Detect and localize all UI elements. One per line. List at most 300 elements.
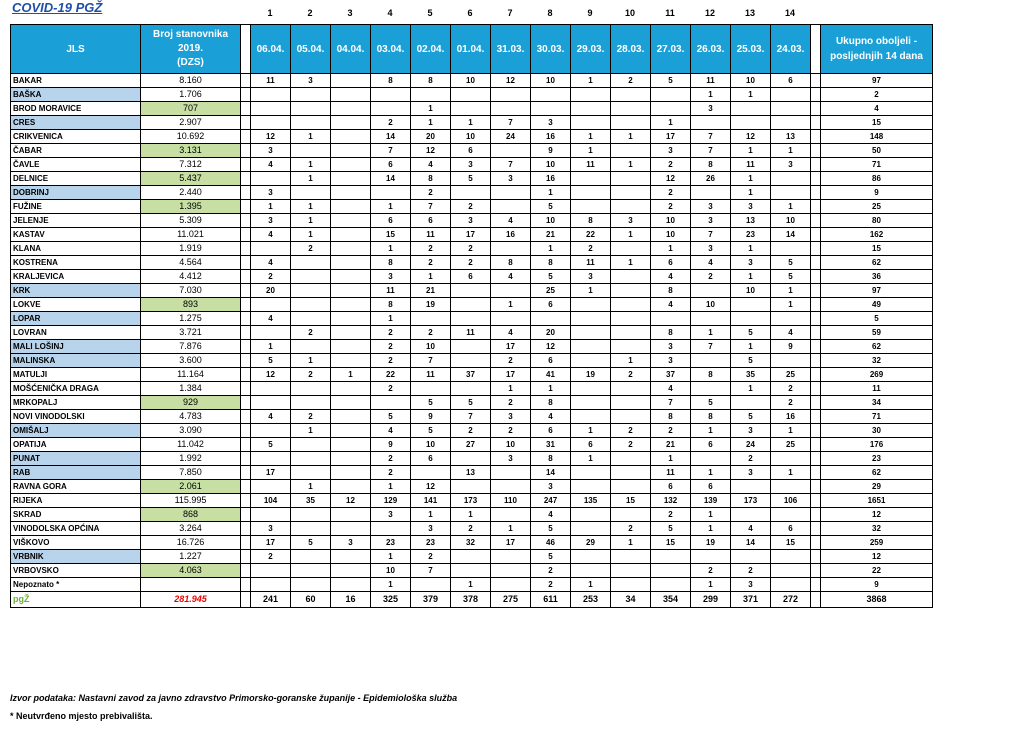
daily-cases-cell: 12 [531, 340, 571, 354]
spacer-cell [241, 480, 251, 494]
daily-total-cell: 34 [611, 592, 651, 608]
daily-cases-cell: 5 [451, 172, 491, 186]
municipality-name: LOPAR [11, 312, 141, 326]
column-number: 10 [624, 8, 635, 18]
daily-cases-cell [331, 158, 371, 172]
municipality-name: RAVNA GORA [11, 480, 141, 494]
daily-cases-cell [571, 396, 611, 410]
total-cases-cell: 62 [821, 466, 933, 480]
spacer-cell [241, 88, 251, 102]
footnote: * Neutvrđeno mjesto prebivališta. [10, 711, 153, 721]
daily-cases-cell: 37 [651, 368, 691, 382]
daily-cases-cell: 1 [371, 578, 411, 592]
daily-cases-cell: 17 [651, 130, 691, 144]
total-cases-cell: 32 [821, 354, 933, 368]
column-number: 3 [347, 8, 353, 18]
header-population [141, 25, 241, 74]
daily-cases-cell [331, 396, 371, 410]
daily-cases-cell: 11 [411, 228, 451, 242]
daily-cases-cell: 4 [251, 228, 291, 242]
spacer-cell [811, 522, 821, 536]
source-note: Izvor podataka: Nastavni zavod za javno zdravstvo Primorsko-goranske županije - Epidemiološka služba [10, 693, 458, 703]
daily-cases-cell [611, 312, 651, 326]
table-row [11, 480, 933, 494]
daily-cases-cell: 15 [371, 228, 411, 242]
daily-cases-cell: 1 [571, 578, 611, 592]
total-cases-cell: 269 [821, 368, 933, 382]
total-cases-cell: 148 [821, 130, 933, 144]
daily-cases-cell: 4 [531, 410, 571, 424]
header-date: 05.04. [291, 25, 331, 74]
daily-cases-cell: 1 [731, 270, 771, 284]
daily-cases-cell: 2 [411, 186, 451, 200]
daily-cases-cell [331, 382, 371, 396]
daily-cases-cell: 1 [771, 424, 811, 438]
municipality-name: OMIŠALJ [11, 424, 141, 438]
daily-cases-cell [291, 578, 331, 592]
daily-cases-cell [611, 340, 651, 354]
daily-cases-cell [491, 200, 531, 214]
spacer-cell [241, 592, 251, 608]
daily-cases-cell: 1 [291, 424, 331, 438]
daily-cases-cell: 27 [451, 438, 491, 452]
header-total-line2: posljednjih 14 dana [830, 51, 923, 62]
table-row [11, 508, 933, 522]
daily-total-cell: 241 [251, 592, 291, 608]
daily-cases-cell: 7 [691, 130, 731, 144]
daily-cases-cell [731, 508, 771, 522]
daily-cases-cell: 23 [731, 228, 771, 242]
daily-cases-cell: 1 [691, 578, 731, 592]
table-row [11, 522, 933, 536]
spacer-cell [811, 452, 821, 466]
daily-cases-cell [251, 242, 291, 256]
daily-cases-cell: 4 [491, 270, 531, 284]
population-cell: 7.030 [141, 284, 241, 298]
header-date: 26.03. [691, 25, 731, 74]
daily-cases-cell [571, 354, 611, 368]
daily-cases-cell: 3 [731, 466, 771, 480]
daily-cases-cell [531, 312, 571, 326]
daily-cases-cell: 1 [771, 200, 811, 214]
daily-cases-cell: 6 [531, 298, 571, 312]
daily-cases-cell: 173 [451, 494, 491, 508]
daily-cases-cell: 22 [571, 228, 611, 242]
daily-cases-cell: 29 [571, 536, 611, 550]
daily-cases-cell: 3 [331, 536, 371, 550]
total-cases-cell: 97 [821, 74, 933, 88]
daily-cases-cell: 7 [691, 340, 731, 354]
spacer-cell [241, 74, 251, 88]
spacer-cell [811, 284, 821, 298]
spacer-cell [241, 438, 251, 452]
daily-cases-cell [331, 144, 371, 158]
daily-cases-cell: 1 [731, 144, 771, 158]
daily-cases-cell: 8 [651, 326, 691, 340]
daily-cases-cell: 2 [451, 424, 491, 438]
spacer-cell [241, 200, 251, 214]
daily-cases-cell: 2 [491, 354, 531, 368]
spacer-cell [241, 494, 251, 508]
daily-cases-cell: 1 [411, 116, 451, 130]
daily-cases-cell: 35 [291, 494, 331, 508]
daily-cases-cell [691, 186, 731, 200]
spacer-cell [811, 242, 821, 256]
municipality-name: LOKVE [11, 298, 141, 312]
daily-cases-cell: 32 [451, 536, 491, 550]
daily-cases-cell [691, 116, 731, 130]
daily-cases-cell: 21 [651, 438, 691, 452]
daily-cases-cell: 10 [651, 214, 691, 228]
total-cases-cell: 49 [821, 298, 933, 312]
daily-cases-cell [731, 396, 771, 410]
daily-cases-cell [251, 382, 291, 396]
daily-cases-cell: 25 [771, 438, 811, 452]
spacer-cell [811, 396, 821, 410]
daily-cases-cell [571, 88, 611, 102]
header-date: 25.03. [731, 25, 771, 74]
daily-cases-cell [571, 480, 611, 494]
daily-cases-cell [451, 102, 491, 116]
daily-cases-cell: 26 [691, 172, 731, 186]
daily-cases-cell: 2 [451, 200, 491, 214]
spacer-cell [811, 326, 821, 340]
daily-cases-cell [771, 186, 811, 200]
table-row [11, 228, 933, 242]
daily-cases-cell: 5 [771, 256, 811, 270]
daily-cases-cell: 1 [451, 508, 491, 522]
total-cases-cell: 9 [821, 186, 933, 200]
daily-cases-cell [411, 578, 451, 592]
spacer-cell [811, 480, 821, 494]
daily-cases-cell [771, 242, 811, 256]
daily-cases-cell: 1 [571, 74, 611, 88]
daily-cases-cell: 1 [531, 382, 571, 396]
daily-cases-cell [451, 354, 491, 368]
table-row [11, 172, 933, 186]
daily-cases-cell: 1 [291, 158, 331, 172]
daily-cases-cell: 17 [251, 536, 291, 550]
daily-cases-cell: 2 [371, 466, 411, 480]
daily-cases-cell: 5 [251, 354, 291, 368]
daily-cases-cell: 12 [491, 74, 531, 88]
daily-cases-cell: 14 [371, 130, 411, 144]
population-cell [141, 578, 241, 592]
daily-cases-cell [771, 116, 811, 130]
table-row [11, 144, 933, 158]
daily-cases-cell: 4 [411, 158, 451, 172]
daily-cases-cell: 2 [451, 522, 491, 536]
daily-cases-cell: 5 [731, 354, 771, 368]
daily-cases-cell [611, 200, 651, 214]
table-row [11, 116, 933, 130]
column-number: 2 [307, 8, 313, 18]
daily-cases-cell: 19 [411, 298, 451, 312]
spacer-cell [811, 116, 821, 130]
daily-cases-cell: 6 [771, 522, 811, 536]
daily-cases-cell: 5 [531, 200, 571, 214]
daily-cases-cell: 16 [531, 130, 571, 144]
municipality-name: MRKOPALJ [11, 396, 141, 410]
daily-cases-cell: 7 [691, 144, 731, 158]
spacer-cell [811, 508, 821, 522]
daily-cases-cell [611, 172, 651, 186]
daily-cases-cell [491, 578, 531, 592]
daily-cases-cell: 2 [771, 382, 811, 396]
daily-cases-cell: 16 [491, 228, 531, 242]
total-cases-cell: 1651 [821, 494, 933, 508]
daily-cases-cell: 11 [371, 284, 411, 298]
table-row [11, 466, 933, 480]
daily-cases-cell [291, 256, 331, 270]
daily-cases-cell [491, 550, 531, 564]
daily-cases-cell: 3 [771, 158, 811, 172]
daily-cases-cell [331, 312, 371, 326]
population-cell: 11.042 [141, 438, 241, 452]
daily-cases-cell [371, 88, 411, 102]
daily-cases-cell: 4 [731, 522, 771, 536]
table-row [11, 368, 933, 382]
table-row [11, 214, 933, 228]
daily-cases-cell: 6 [571, 438, 611, 452]
daily-cases-cell: 8 [571, 214, 611, 228]
daily-cases-cell: 10 [691, 298, 731, 312]
daily-cases-cell: 10 [531, 74, 571, 88]
daily-cases-cell: 12 [731, 130, 771, 144]
daily-cases-cell [451, 382, 491, 396]
daily-cases-cell: 7 [411, 200, 451, 214]
daily-cases-cell: 2 [731, 452, 771, 466]
pgz-logo: pgŽ [11, 592, 141, 608]
daily-cases-cell [331, 578, 371, 592]
daily-cases-cell [491, 242, 531, 256]
daily-cases-cell [651, 88, 691, 102]
daily-cases-cell [291, 284, 331, 298]
daily-cases-cell: 12 [251, 368, 291, 382]
header-total [821, 25, 933, 74]
header-total-line1: Ukupno oboljeli - [835, 36, 918, 47]
daily-cases-cell: 129 [371, 494, 411, 508]
spacer-cell [811, 158, 821, 172]
daily-cases-cell [291, 88, 331, 102]
spacer-cell [241, 284, 251, 298]
daily-cases-cell: 11 [691, 74, 731, 88]
table-row [11, 452, 933, 466]
daily-cases-cell [611, 116, 651, 130]
population-cell: 10.692 [141, 130, 241, 144]
table-row [11, 410, 933, 424]
spacer-cell [811, 494, 821, 508]
daily-cases-cell [331, 200, 371, 214]
daily-total-cell: 275 [491, 592, 531, 608]
population-cell: 7.850 [141, 466, 241, 480]
daily-cases-cell [611, 452, 651, 466]
population-cell: 929 [141, 396, 241, 410]
daily-cases-cell [731, 116, 771, 130]
table-row [11, 298, 933, 312]
daily-cases-cell: 5 [651, 74, 691, 88]
daily-cases-cell: 1 [691, 326, 731, 340]
daily-cases-cell [611, 102, 651, 116]
daily-cases-cell: 1 [611, 256, 651, 270]
total-cases-cell: 29 [821, 480, 933, 494]
daily-cases-cell: 17 [491, 536, 531, 550]
population-cell: 11.164 [141, 368, 241, 382]
header-date: 27.03. [651, 25, 691, 74]
spacer-cell [811, 592, 821, 608]
daily-cases-cell: 1 [291, 228, 331, 242]
daily-cases-cell: 23 [371, 536, 411, 550]
daily-cases-cell: 14 [731, 536, 771, 550]
municipality-name: OPATIJA [11, 438, 141, 452]
daily-cases-cell: 1 [331, 368, 371, 382]
table-row [11, 354, 933, 368]
daily-cases-cell [691, 452, 731, 466]
total-cases-cell: 5 [821, 312, 933, 326]
daily-cases-cell: 20 [411, 130, 451, 144]
spacer-cell [811, 536, 821, 550]
daily-cases-cell [771, 102, 811, 116]
daily-cases-cell [251, 578, 291, 592]
daily-cases-cell: 4 [251, 158, 291, 172]
population-cell: 5.309 [141, 214, 241, 228]
spacer-cell [241, 270, 251, 284]
daily-cases-cell: 2 [651, 200, 691, 214]
table-row [11, 270, 933, 284]
spacer-cell [811, 144, 821, 158]
daily-cases-cell: 17 [251, 466, 291, 480]
spacer-cell [811, 186, 821, 200]
population-cell: 3.600 [141, 354, 241, 368]
daily-cases-cell [451, 312, 491, 326]
daily-cases-cell [291, 312, 331, 326]
daily-cases-cell: 8 [691, 410, 731, 424]
header-spacer [811, 25, 821, 74]
daily-cases-cell [331, 340, 371, 354]
daily-cases-cell: 10 [731, 74, 771, 88]
daily-cases-cell: 141 [411, 494, 451, 508]
daily-cases-cell: 247 [531, 494, 571, 508]
daily-cases-cell [291, 340, 331, 354]
daily-cases-cell [611, 410, 651, 424]
spacer-cell [811, 438, 821, 452]
daily-cases-cell: 1 [771, 144, 811, 158]
daily-cases-cell [571, 172, 611, 186]
daily-cases-cell [531, 102, 571, 116]
daily-cases-cell [771, 550, 811, 564]
daily-cases-cell: 3 [611, 214, 651, 228]
daily-cases-cell: 1 [691, 466, 731, 480]
daily-cases-cell: 3 [531, 116, 571, 130]
daily-cases-cell: 12 [331, 494, 371, 508]
municipality-name: MOŠĆENIČKA DRAGA [11, 382, 141, 396]
total-cases-cell: 15 [821, 116, 933, 130]
daily-cases-cell [451, 340, 491, 354]
daily-cases-cell [251, 116, 291, 130]
spacer-cell [811, 382, 821, 396]
table-row [11, 424, 933, 438]
daily-cases-cell: 22 [371, 368, 411, 382]
municipality-name: PUNAT [11, 452, 141, 466]
daily-cases-cell [331, 74, 371, 88]
daily-cases-cell: 1 [611, 228, 651, 242]
table-row [11, 312, 933, 326]
daily-total-cell: 325 [371, 592, 411, 608]
daily-cases-cell: 110 [491, 494, 531, 508]
daily-cases-cell [251, 564, 291, 578]
daily-cases-cell: 3 [491, 452, 531, 466]
daily-cases-cell: 3 [651, 340, 691, 354]
column-number: 9 [587, 8, 593, 18]
population-cell: 11.021 [141, 228, 241, 242]
daily-cases-cell: 1 [411, 270, 451, 284]
daily-cases-cell [571, 564, 611, 578]
daily-cases-cell: 6 [651, 256, 691, 270]
daily-cases-cell: 5 [531, 550, 571, 564]
total-cases-cell: 12 [821, 550, 933, 564]
daily-cases-cell: 2 [251, 550, 291, 564]
total-cases-cell: 80 [821, 214, 933, 228]
population-cell: 5.437 [141, 172, 241, 186]
daily-cases-cell [451, 284, 491, 298]
total-cases-cell: 22 [821, 564, 933, 578]
spacer-cell [241, 368, 251, 382]
daily-cases-cell: 1 [251, 200, 291, 214]
daily-cases-cell: 4 [651, 270, 691, 284]
municipality-name: MALINSKA [11, 354, 141, 368]
daily-cases-cell [491, 284, 531, 298]
daily-cases-cell: 2 [531, 578, 571, 592]
column-number: 14 [784, 8, 795, 18]
municipality-name: Nepoznato * [11, 578, 141, 592]
daily-cases-cell: 3 [731, 256, 771, 270]
daily-cases-cell: 6 [691, 438, 731, 452]
daily-cases-cell: 2 [411, 550, 451, 564]
daily-cases-cell [691, 312, 731, 326]
daily-cases-cell: 8 [531, 256, 571, 270]
daily-cases-cell [251, 172, 291, 186]
daily-cases-cell: 3 [651, 144, 691, 158]
daily-cases-cell [771, 564, 811, 578]
column-number: 7 [507, 8, 513, 18]
population-cell: 2.440 [141, 186, 241, 200]
daily-cases-cell: 2 [491, 396, 531, 410]
daily-cases-cell: 11 [651, 466, 691, 480]
daily-cases-cell: 11 [451, 326, 491, 340]
total-cases-cell: 25 [821, 200, 933, 214]
daily-cases-cell: 2 [611, 438, 651, 452]
daily-cases-cell [611, 508, 651, 522]
total-cases-cell: 32 [821, 522, 933, 536]
daily-cases-cell [371, 522, 411, 536]
daily-cases-cell: 4 [491, 326, 531, 340]
spacer-cell [241, 158, 251, 172]
daily-cases-cell: 3 [531, 480, 571, 494]
daily-cases-cell: 11 [731, 158, 771, 172]
table-row [11, 438, 933, 452]
daily-cases-cell [771, 312, 811, 326]
municipality-name: MATULJI [11, 368, 141, 382]
daily-cases-cell: 37 [451, 368, 491, 382]
daily-cases-cell: 21 [411, 284, 451, 298]
daily-cases-cell: 1 [731, 242, 771, 256]
daily-cases-cell: 2 [531, 564, 571, 578]
total-cases-cell: 4 [821, 102, 933, 116]
daily-cases-cell: 1 [371, 550, 411, 564]
daily-cases-cell: 11 [571, 158, 611, 172]
daily-cases-cell: 2 [451, 256, 491, 270]
daily-cases-cell: 13 [771, 130, 811, 144]
